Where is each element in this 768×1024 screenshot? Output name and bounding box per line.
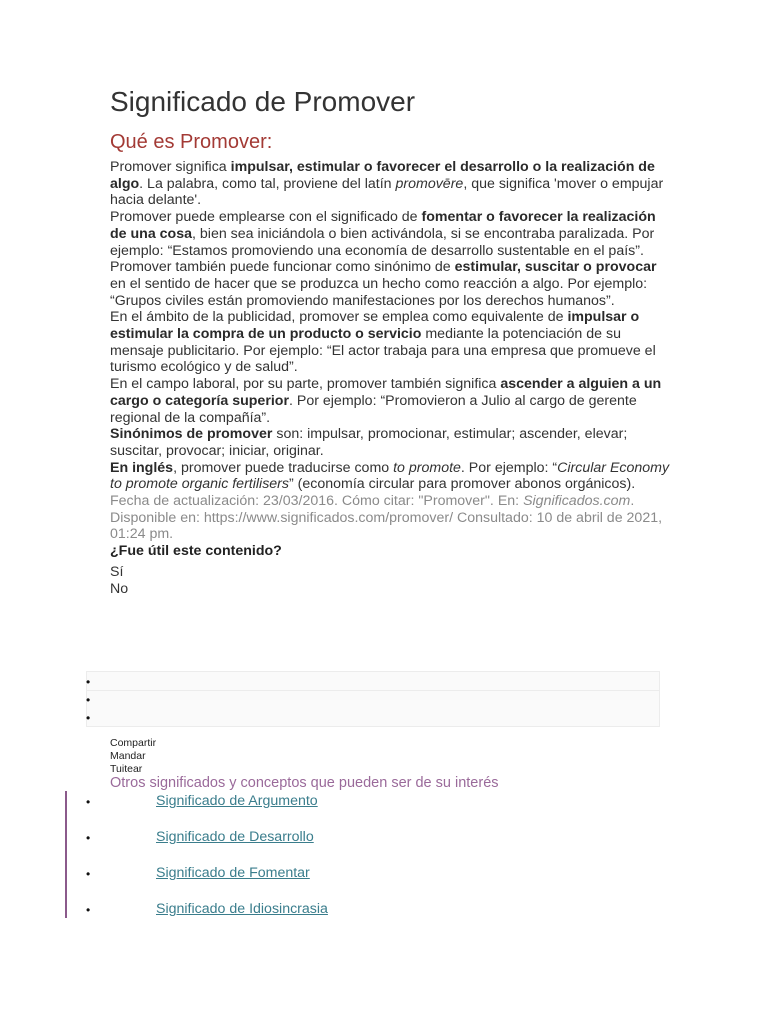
page-title: Significado de Promover: [110, 86, 416, 117]
feedback-yes-button[interactable]: Sí: [110, 563, 124, 580]
section-heading: Qué es Promover:: [110, 131, 273, 153]
feedback-no-button[interactable]: No: [110, 580, 129, 597]
related-link-desarrollo[interactable]: Significado de Desarrollo: [156, 829, 314, 845]
share-bullet: •: [86, 675, 91, 689]
list-bullet: •: [86, 903, 91, 917]
paragraph-publicidad: En el ámbito de la publicidad, promover se emplea como equivalente de impulsar o estimular la compra de un producto o servicio mediante la potenciación de su mensaje publicitario. Por ejemplo: “El actor trabaja para una empresa que promueve el turismo ecológico y de salud”.: [110, 309, 656, 376]
paragraph-sinonimos: Sinónimos de promover son: impulsar, promocionar, estimular; ascender, elevar; suscitar, provocar; iniciar, originar.: [110, 426, 628, 459]
paragraph-fomentar: Promover puede emplearse con el significado de fomentar o favorecer la realización de una cosa, bien sea iniciándola o bien activándola, si se encontraba paralizada. Por ejemplo: “Estamos promoviendo una economía de desarrollo sustentable en el país”.: [110, 209, 656, 259]
related-title: Otros significados y conceptos que pueden ser de su interés: [110, 775, 499, 791]
share-bullet: •: [86, 693, 91, 707]
citation: Fecha de actualización: 23/03/2016. Cómo citar: "Promover". En: Significados.com. Disponible en: https://www.significados.com/promover/ Consultado: 10 de abril de 2021, 01:24 pm.: [110, 493, 663, 543]
paragraph-laboral: En el campo laboral, por su parte, promover también significa ascender a alguien a un cargo o categoría superior. Por ejemplo: “Promovieron a Julio al cargo de gerente regional de la compañía”.: [110, 376, 662, 426]
related-accent-bar: [65, 791, 67, 918]
list-bullet: •: [86, 795, 91, 809]
related-link-idiosincrasia[interactable]: Significado de Idiosincrasia: [156, 901, 328, 917]
list-bullet: •: [86, 831, 91, 845]
feedback-question: ¿Fue útil este contenido?: [110, 543, 282, 560]
related-link-fomentar[interactable]: Significado de Fomentar: [156, 865, 310, 881]
share-bar: [86, 671, 660, 727]
share-links: [110, 737, 156, 776]
paragraph-definition: Promover significa impulsar, estimular o favorecer el desarrollo o la realización de algo. La palabra, como tal, proviene del latín promovēre, que significa 'mover o empujar hacia delante'.: [110, 159, 664, 209]
list-bullet: •: [86, 867, 91, 881]
paragraph-estimular: Promover también puede funcionar como sinónimo de estimular, suscitar o provocar en el sentido de hacer que se produzca un hecho como reacción a algo. Por ejemplo: “Grupos civiles están promoviendo manifestaciones por los derechos humanos”.: [110, 259, 657, 309]
share-button[interactable]: Compartir: [110, 737, 157, 749]
article-body: [110, 159, 670, 597]
paragraph-ingles: En inglés, promover puede traducirse como to promote. Por ejemplo: “Circular Economy to promote organic fertilisers” (economía circular para promover abonos orgánicos).: [110, 459, 670, 493]
send-button[interactable]: Mandar: [110, 750, 146, 762]
tweet-button[interactable]: Tuitear: [110, 763, 143, 775]
related-link-argumento[interactable]: Significado de Argumento: [156, 793, 318, 809]
share-bullet: •: [86, 711, 91, 725]
